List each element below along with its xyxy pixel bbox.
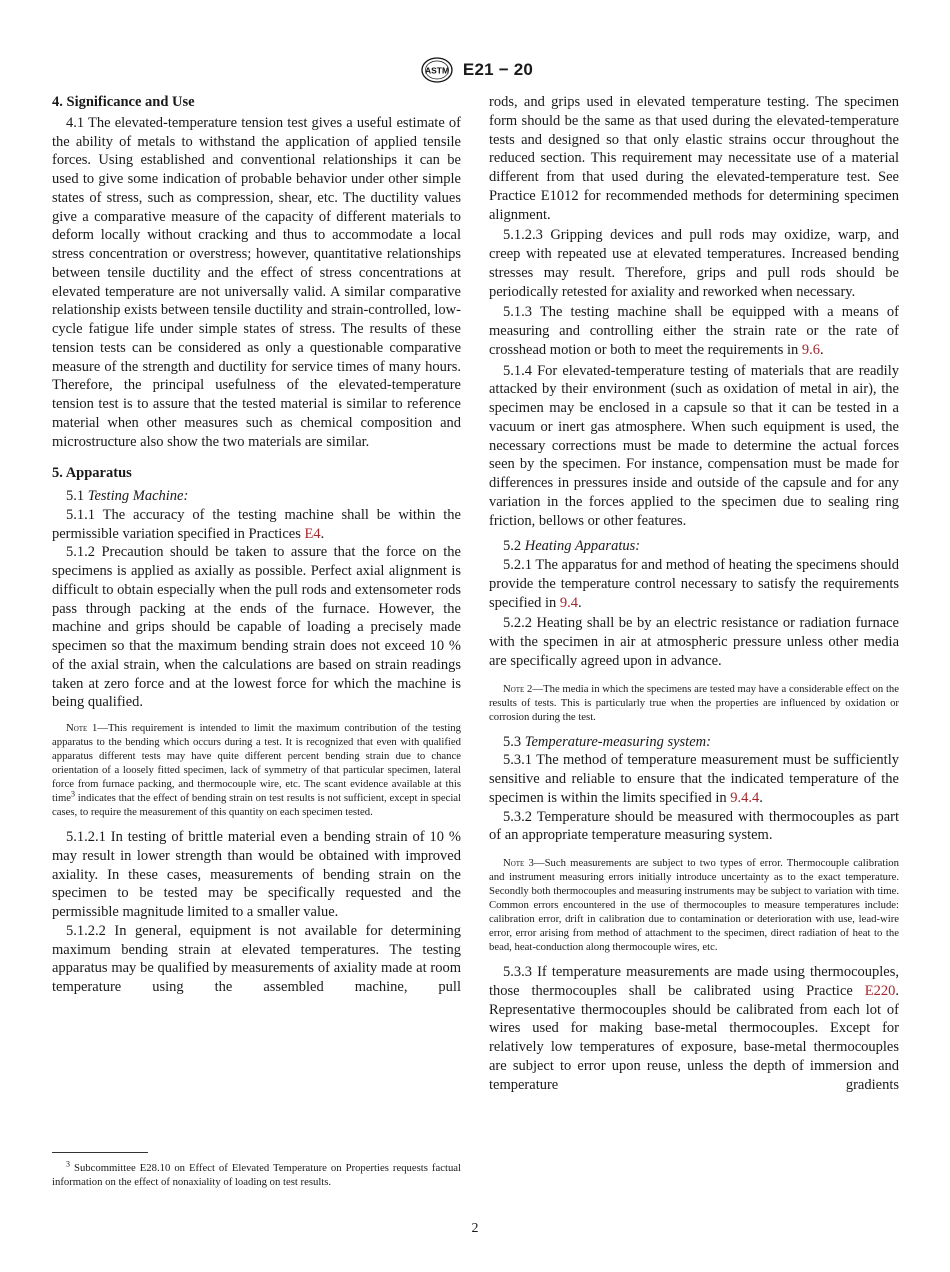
section-4-heading: 4. Significance and Use bbox=[52, 94, 195, 110]
link-e4[interactable]: E4 bbox=[304, 525, 321, 542]
link-9-4-4[interactable]: 9.4.4 bbox=[730, 789, 760, 806]
para-5-1-3: 5.1.3 The testing machine shall be equipped with a means of measuring and controlling either the strain rate or the rate of crosshead motion or both to meet the requirements in 9.6. bbox=[489, 304, 899, 358]
para-5-3-3: 5.3.3 If temperature measurements are made using thermocouples, those thermocouples shall be calibrated using Practice E220. Representative thermocouples should be calibrated from each lot of wires used for making base-metal thermocouples. Except for relatively low temperatures of exposure, base-metal thermocouples are subject to error upon reuse, unless the depth of immersion and temperature gradients bbox=[489, 964, 899, 1093]
note-1: Note 1—This requirement is intended to limit the maximum contribution of the testing apparatus to the bending which occurs during a test. It is recognized that even with qualified apparatus different tests may have quite different percent bending strain due to chance orientation of a loosely fitted specimen, lack of symmetry of that particular specimen, lateral force from furnace packing, and thermocouple wire, etc. The scant evidence available at this time$^3$ indicates that the effect of bending strain on test results is not sufficient, except in special cases, to require the measurement of this quantity on each specimen tested. bbox=[52, 722, 461, 818]
document-designation: E21 − 20 bbox=[462, 60, 534, 79]
right-column bbox=[489, 93, 899, 1094]
left-column bbox=[52, 93, 461, 997]
para-5-2-heading: 5.2 Heating Apparatus: bbox=[503, 538, 641, 555]
para-5-3-2: 5.3.2 Temperature should be measured with thermocouples as part of an appropriate temperature measuring system. bbox=[489, 808, 899, 844]
para-5-1-heading: 5.1 Testing Machine: bbox=[66, 488, 189, 504]
footnote-rule bbox=[52, 1152, 148, 1153]
footnote-3: $^3$ Subcommittee E28.10 on Effect of Elevated Temperature on Properties requests factual information on the effect of nonaxiality of loading on test results. bbox=[52, 1159, 461, 1188]
note-2: Note 2—The media in which the specimens are tested may have a considerable effect on the results of tests. This is particularly true when the properties are influenced by oxidation or corrosion during the test. bbox=[489, 682, 899, 723]
para-4-1: 4.1 The elevated-temperature tension test gives a useful estimate of the ability of metals to withstand the application of applied tensile forces. Using established and conventional relationships it can be used to give some indication of probable behavior under other simple states of stress, such as compression, shear, etc. The ductility values give a comparative measure of the capacity of different materials to deform locally without cracking and thus to accommodate a local stress concentration or overstress; however, quantitative relationships between tensile ductility and the effect of stress concentrations at elevated temperature are not universally valid. A similar comparative relationship exists between tensile ductility and strain-controlled, low-cycle fatigue life under simple states of stress. The results of these tension tests can be considered as only a questionable comparative measure of the strength and ductility for service times of many hours. Therefore, the principal usefulness of the elevated-temperature tension test is to assure that the tested material is similar to reference material when other measures such as chemical composition and microstructure also show the two materials are similar. bbox=[52, 114, 461, 450]
page-number: 2 bbox=[471, 1221, 479, 1236]
astm-logo-icon bbox=[417, 57, 457, 83]
para-5-3-heading: 5.3 Temperature-measuring system: bbox=[503, 733, 711, 750]
para-5-2-1: 5.2.1 The apparatus for and method of heating the specimens should provide the temperature control necessary to satisfy the requirements specified in 9.4. bbox=[489, 557, 899, 611]
para-5-2-2: 5.2.2 Heating shall be by an electric resistance or radiation furnace with the specimen in air at atmospheric pressure unless other media are specifically agreed upon in advance. bbox=[489, 615, 899, 669]
para-5-1-2: 5.1.2 Precaution should be taken to assure that the force on the specimens is applied as axially as possible. Perfect axial alignment is difficult to obtain especially when the pull rods and extensometer rods pass through packing at the ends of the furnace. However, the machine and grips should be capable of loading a precisely made specimen so that the maximum bending strain does not exceed 10 % of the axial strain, when the calculations are based on strain readings taken at zero force and at the lowest force for which the machine is being qualified. bbox=[52, 544, 461, 711]
logo-text: ASTM bbox=[424, 65, 449, 76]
para-5-3-1: 5.3.1 The method of temperature measurement must be sufficiently sensitive and reliable to ensure that the indicated temperature of the specimen is within the limits specified in 9.4.4. bbox=[489, 752, 899, 806]
para-5-1-4: 5.1.4 For elevated-temperature testing of materials that are readily attacked by their environment (such as oxidation of metal in air), the specimen may be enclosed in a capsule so that it can be tested in a vacuum or inert gas atmosphere. When such equipment is used, the necessary corrections must be made to determine the actual forces seen by the specimen. For instance, compensation must be made for differences in pressures inside and outside of the capsule and for any variation in the forces applied to the specimen due to sealing ring friction, bellows or other features. bbox=[489, 362, 899, 529]
para-5-1-1: 5.1.1 The accuracy of the testing machine shall be within the permissible variation specified in Practices E4. bbox=[52, 506, 461, 542]
para-5-1-2-3: 5.1.2.3 Gripping devices and pull rods may oxidize, warp, and creep with repeated use at elevated temperatures. Increased bending stresses may result. Therefore, grips and pull rods should be periodically retested for axiality and reworked when necessary. bbox=[489, 227, 899, 300]
link-9-4[interactable]: 9.4 bbox=[559, 594, 578, 611]
page-header bbox=[0, 57, 950, 83]
note-3: Note 3—Such measurements are subject to two types of error. Thermocouple calibration and instrument measuring errors initially introduce uncertainty as to the exact temperature. Secondly both thermocouples and measuring instruments may be subject to variation with time. Common errors encountered in the use of thermocouples to measure temperatures include: calibration error, drift in calibration due to contamination or deterioration with use, lead-wire error, error arising from method of attachment to the specimen, direct radiation of heat to the bead, heat-conduction along thermocouple wires, etc. bbox=[489, 857, 899, 953]
link-9-6[interactable]: 9.6 bbox=[801, 341, 821, 358]
link-e220[interactable]: E220 bbox=[864, 982, 896, 999]
para-5-1-2-2-start: 5.1.2.2 In general, equipment is not available for determining maximum bending strain at elevated temperatures. The testing apparatus may be qualified by measurements of axiality made at room temperature using the assembled machine, pull bbox=[52, 922, 461, 995]
section-5-heading: 5. Apparatus bbox=[52, 465, 132, 482]
para-5-1-2-1: 5.1.2.1 In testing of brittle material even a bending strain of 10 % may result in lower strength than would be obtained with improved axiality. In these cases, measurements of bending strain on the specimen to be tested may be specifically requested and the permissible magnitude limited to a smaller value. bbox=[52, 829, 461, 920]
para-5-1-2-2-continued: rods, and grips used in elevated temperature testing. The specimen form should be the same as that used during the elevated-temperature tests and designed so that only elastic strains occur throughout the reduced section. This requirement may necessitate use of a material different from that used during the elevated-temperature test. See Practice E1012 for recommended methods for determining specimen alignment. bbox=[489, 94, 899, 223]
